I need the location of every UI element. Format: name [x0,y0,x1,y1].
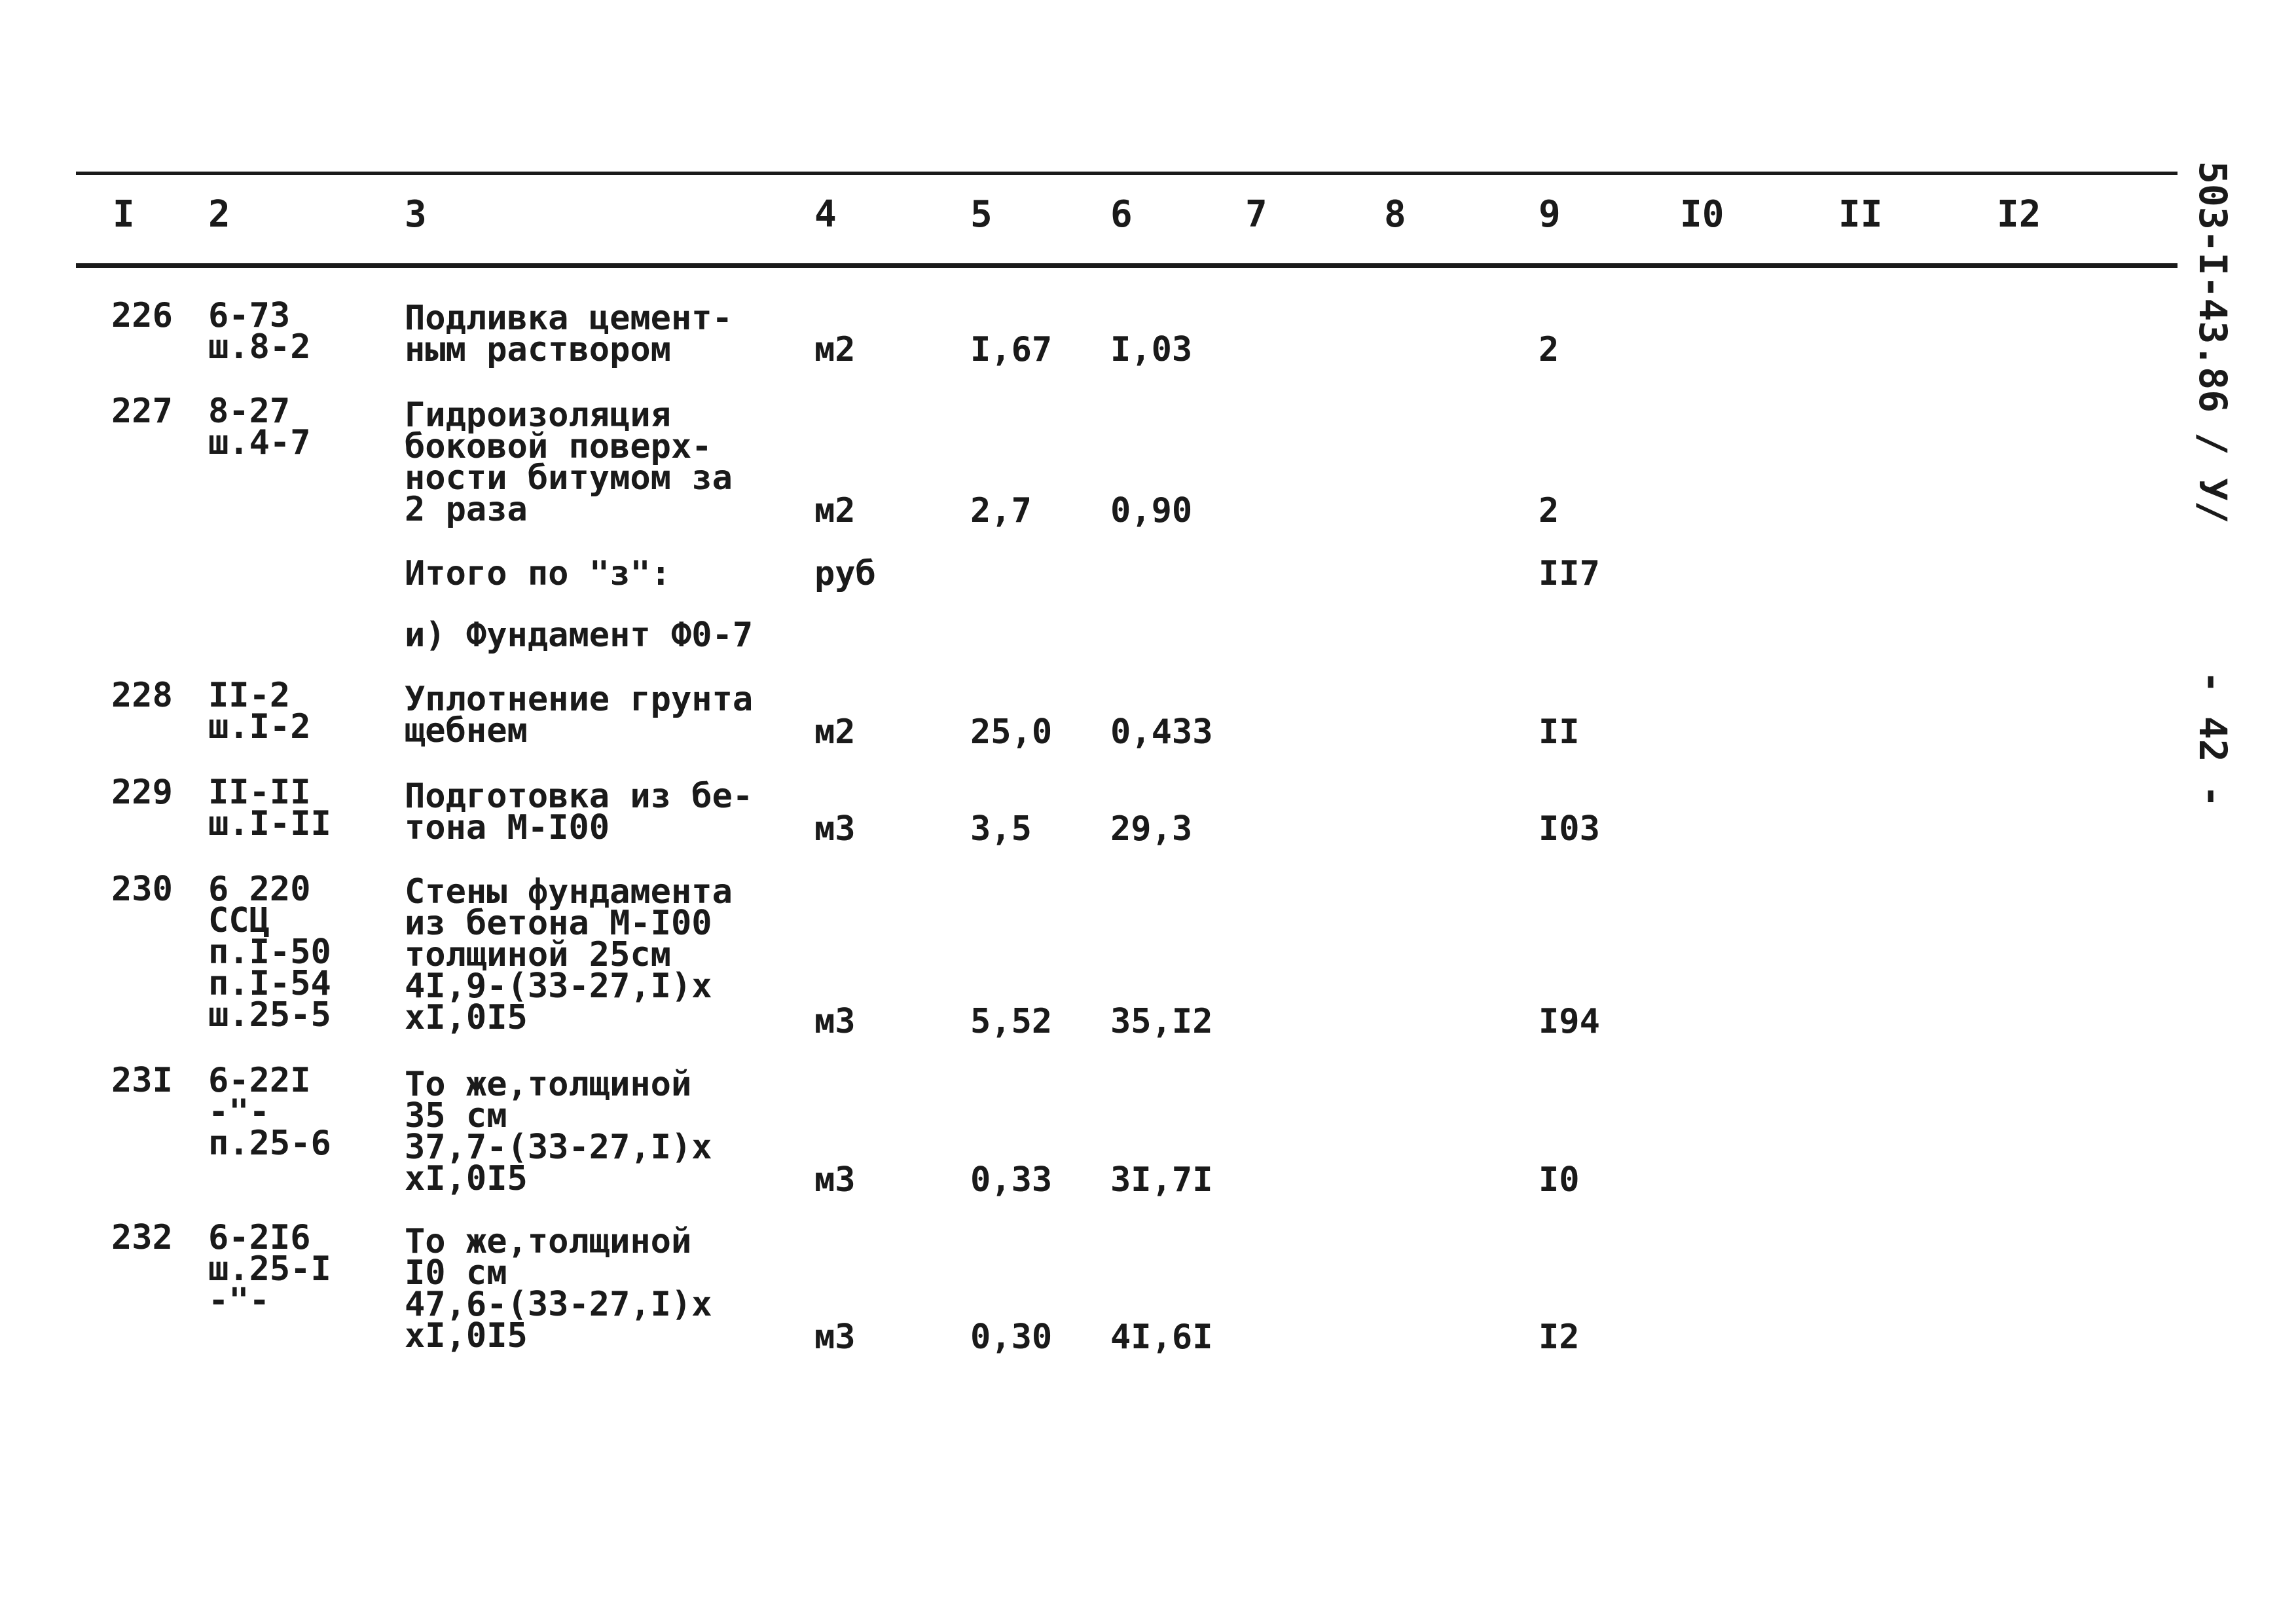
section-heading: и) Фундамент Ф0-7 [405,616,754,655]
work-description: Подливка цемент- [405,299,733,338]
work-description: ным раствором [405,330,671,369]
quantity: I,67 [970,330,1053,369]
col-header-2: 2 [208,193,230,236]
total-cost: 2 [1539,330,1559,369]
col-header-8: 8 [1384,193,1406,236]
total-cost: I03 [1539,809,1600,849]
norm-code: ш.I-2 [208,707,311,747]
unit: м3 [814,1318,856,1357]
unit: м2 [814,330,856,369]
unit-price: 0,433 [1110,712,1213,752]
work-description: То же,толщиной [405,1065,692,1104]
row-number: 23I [111,1061,173,1100]
norm-code: 6-2I6 [208,1218,311,1257]
work-description: Стены фундамента [405,872,733,912]
col-header-10: I0 [1680,193,1724,236]
col-header-4: 4 [814,193,837,236]
norm-code: 6-22I [208,1061,311,1100]
norm-code: 6-73 [208,296,291,335]
unit: м2 [814,712,856,752]
quantity: 0,30 [970,1318,1053,1357]
work-description: I0 см [405,1253,507,1293]
norm-code: 6 220 [208,870,311,909]
col-header-1: I [113,193,135,236]
quantity: 25,0 [970,712,1053,752]
work-description: То же,толщиной [405,1222,692,1261]
row-number: 232 [111,1218,173,1257]
work-description: тона М-I00 [405,808,610,847]
unit: руб [814,554,876,593]
row-number: 228 [111,676,173,715]
work-description: щебнем [405,711,528,750]
row-number: 229 [111,773,173,812]
norm-code: п.25-6 [208,1124,331,1163]
quantity: 5,52 [970,1002,1053,1041]
unit: м2 [814,491,856,530]
table-top-rule [76,172,2178,175]
row-number: 230 [111,870,173,909]
unit-price: 0,90 [1110,491,1193,530]
sheet-number: / У/ [2191,432,2235,524]
norm-code: II-2 [208,676,291,715]
norm-code: ш.I-II [208,804,331,843]
work-description: 35 см [405,1096,507,1135]
work-description: хI,0I5 [405,998,528,1037]
work-description: боковой поверх- [405,427,712,466]
unit-price: 29,3 [1110,809,1193,849]
norm-code: ш.8-2 [208,327,311,367]
norm-code: ССЦ [208,901,270,940]
norm-code: п.I-54 [208,964,331,1003]
total-cost: I94 [1539,1002,1600,1041]
col-header-11: II [1838,193,1883,236]
work-description: толщиной 25см [405,935,671,974]
page-number: - 42 - [2191,671,2235,808]
quantity: 2,7 [970,491,1032,530]
work-description: 4I,9-(33-27,I)х [405,967,712,1006]
work-description: Подготовка из бе- [405,777,754,816]
unit-price: 35,I2 [1110,1002,1213,1041]
unit-price: I,03 [1110,330,1193,369]
unit-price: 3I,7I [1110,1160,1213,1200]
col-header-6: 6 [1110,193,1133,236]
total-cost: I2 [1539,1318,1580,1357]
norm-code: -"- [208,1092,270,1132]
work-description: хI,0I5 [405,1316,528,1356]
norm-code: -"- [208,1281,270,1320]
row-number: 226 [111,296,173,335]
work-description: Уплотнение грунта [405,680,754,719]
subtotal-value: II7 [1539,554,1600,593]
col-header-12: I2 [1997,193,2041,236]
norm-code: II-II [208,773,311,812]
subtotal-label: Итого по "з": [405,554,671,593]
norm-code: п.I-50 [208,932,331,972]
quantity: 3,5 [970,809,1032,849]
total-cost: I0 [1539,1160,1580,1200]
work-description: из бетона М-I00 [405,904,712,943]
norm-code: ш.25-5 [208,995,331,1035]
document-code: 503-I-43.86 [2191,161,2235,413]
unit: м3 [814,1002,856,1041]
quantity: 0,33 [970,1160,1053,1200]
col-header-3: 3 [405,193,427,236]
work-description: 37,7-(33-27,I)х [405,1128,712,1167]
total-cost: II [1539,712,1580,752]
total-cost: 2 [1539,491,1559,530]
norm-code: ш.4-7 [208,423,311,462]
work-description: хI,0I5 [405,1159,528,1198]
row-number: 227 [111,392,173,431]
col-header-9: 9 [1539,193,1561,236]
unit: м3 [814,1160,856,1200]
norm-code: ш.25-I [208,1249,331,1289]
table-header-rule [76,263,2178,268]
work-description: Гидроизоляция [405,396,671,435]
col-header-7: 7 [1245,193,1267,236]
norm-code: 8-27 [208,392,291,431]
work-description: 47,6-(33-27,I)х [405,1285,712,1324]
work-description: 2 раза [405,490,528,529]
col-header-5: 5 [970,193,993,236]
unit-price: 4I,6I [1110,1318,1213,1357]
unit: м3 [814,809,856,849]
work-description: ности битумом за [405,458,733,498]
